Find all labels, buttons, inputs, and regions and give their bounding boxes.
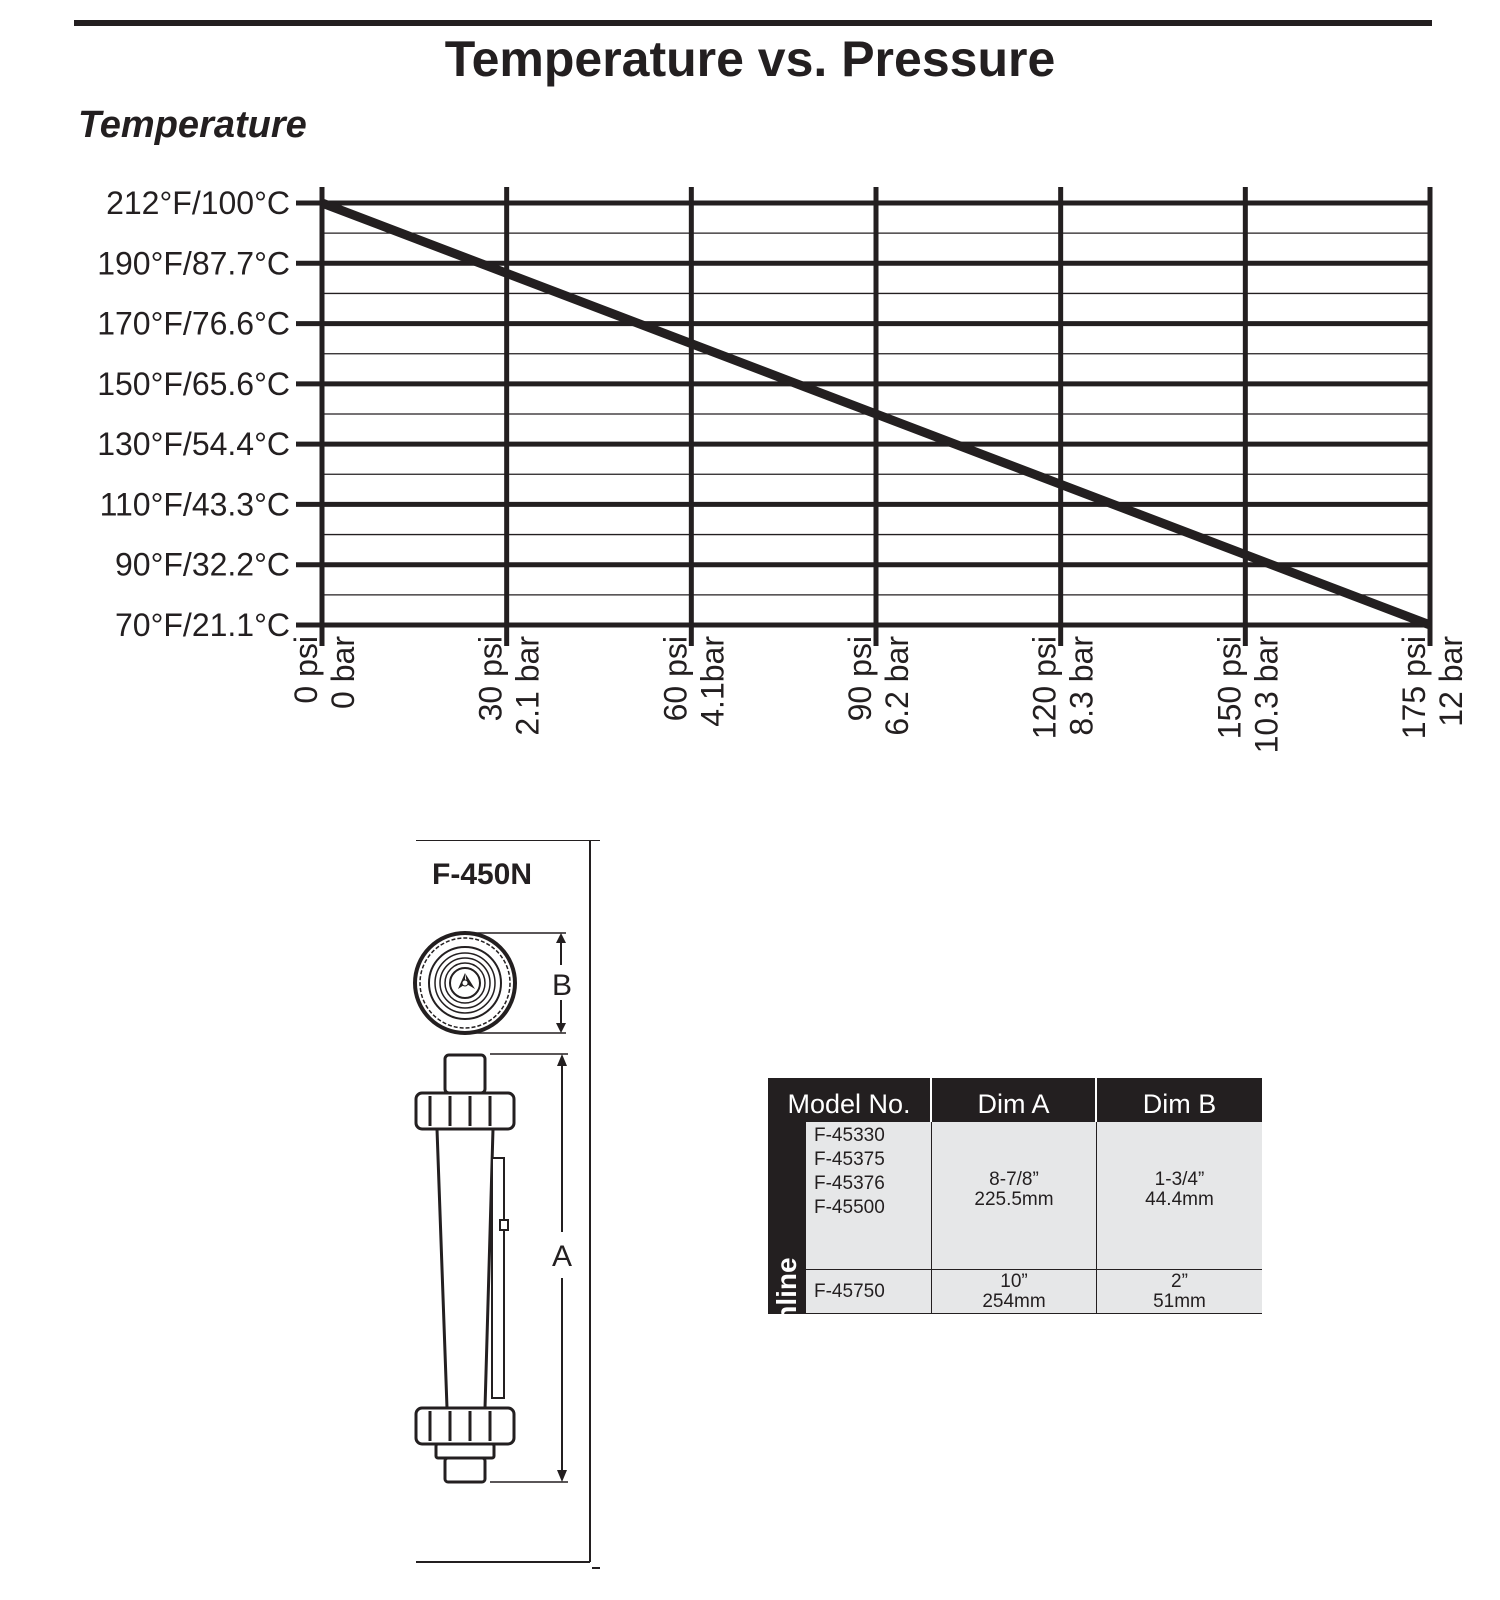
y-tick-label: 90°F/32.2°C [114, 546, 290, 583]
x-tick-label-bar: 2.1 bar [509, 636, 546, 736]
model-cell [806, 1270, 932, 1313]
x-tick-label-psi: 175 psi [1396, 636, 1432, 740]
x-tick-label-psi: 90 psi [842, 636, 878, 722]
group-band [768, 1122, 806, 1331]
model-number: F-45500 [814, 1197, 885, 1218]
group-label-inline: Inline [771, 1257, 802, 1331]
model-title: F-450N [432, 858, 533, 891]
dim-b-mm: 51mm [1153, 1291, 1206, 1312]
dim-a-inch: 10” [1000, 1271, 1028, 1292]
x-tick-label-psi: 60 psi [657, 636, 694, 722]
dim-b-cell [1097, 1122, 1262, 1269]
y-tick-label: 170°F/76.6°C [97, 305, 290, 342]
y-tick-label: 190°F/87.7°C [97, 245, 290, 282]
top-rule [74, 20, 1432, 26]
flowmeter-side-view-icon [416, 1055, 514, 1482]
header-model-no: Model No. [768, 1078, 932, 1122]
x-tick-label-bar: 0 bar [325, 636, 361, 709]
dim-a-mm: 225.5mm [974, 1189, 1054, 1210]
flowmeter-dimension-drawing [0, 840, 660, 1580]
dim-a-inch: 8-7/8” [989, 1169, 1039, 1190]
dim-a-label: A [551, 1240, 573, 1273]
dim-b-label: B [551, 969, 573, 1002]
y-tick-label: 130°F/54.4°C [97, 426, 290, 463]
y-tick-label: 212°F/100°C [106, 185, 290, 221]
table-header-row [768, 1078, 1262, 1122]
header-dim-a: Dim A [932, 1078, 1097, 1122]
x-tick-label-psi: 120 psi [1026, 636, 1063, 740]
x-tick-label-psi: 150 psi [1211, 636, 1248, 740]
model-number: F-45330 [814, 1125, 885, 1146]
dimension-table [768, 1078, 1262, 1331]
dim-b-mm: 44.4mm [1145, 1189, 1214, 1210]
model-cell [806, 1122, 932, 1269]
model-number: F-45375 [814, 1149, 885, 1170]
dim-a-mm: 254mm [982, 1291, 1046, 1312]
dim-b-inch: 2” [1171, 1271, 1188, 1292]
temperature-pressure-chart [0, 170, 1500, 790]
header-dim-b: Dim B [1142, 1089, 1217, 1119]
dim-a-cell [932, 1270, 1097, 1313]
y-axis-title: Temperature [78, 104, 307, 146]
model-number: F-45376 [814, 1173, 885, 1194]
x-tick-label-bar: 4.1bar [694, 636, 731, 727]
table-row [806, 1270, 1262, 1314]
x-tick-label-bar: 10.3 bar [1248, 636, 1285, 754]
x-tick-label-psi: 0 psi [288, 636, 324, 704]
dim-b-cell [1097, 1270, 1262, 1313]
y-tick-label: 70°F/21.1°C [114, 607, 290, 643]
x-tick-label-bar: 6.2 bar [879, 636, 915, 736]
table-body [768, 1122, 1262, 1331]
x-tick-label-bar: 12 bar [1433, 636, 1469, 727]
x-tick-label-psi: 30 psi [472, 636, 509, 722]
chart-title: Temperature vs. Pressure [444, 31, 1056, 87]
x-tick-label-bar: 8.3 bar [1063, 636, 1100, 736]
dim-a-cell [932, 1122, 1097, 1269]
model-number: F-45750 [814, 1280, 885, 1302]
y-tick-label: 150°F/65.6°C [97, 365, 290, 402]
end-view-icon [415, 933, 515, 1033]
y-tick-label: 110°F/43.3°C [99, 486, 290, 523]
dim-b-inch: 1-3/4” [1154, 1169, 1205, 1190]
table-row [806, 1122, 1262, 1270]
